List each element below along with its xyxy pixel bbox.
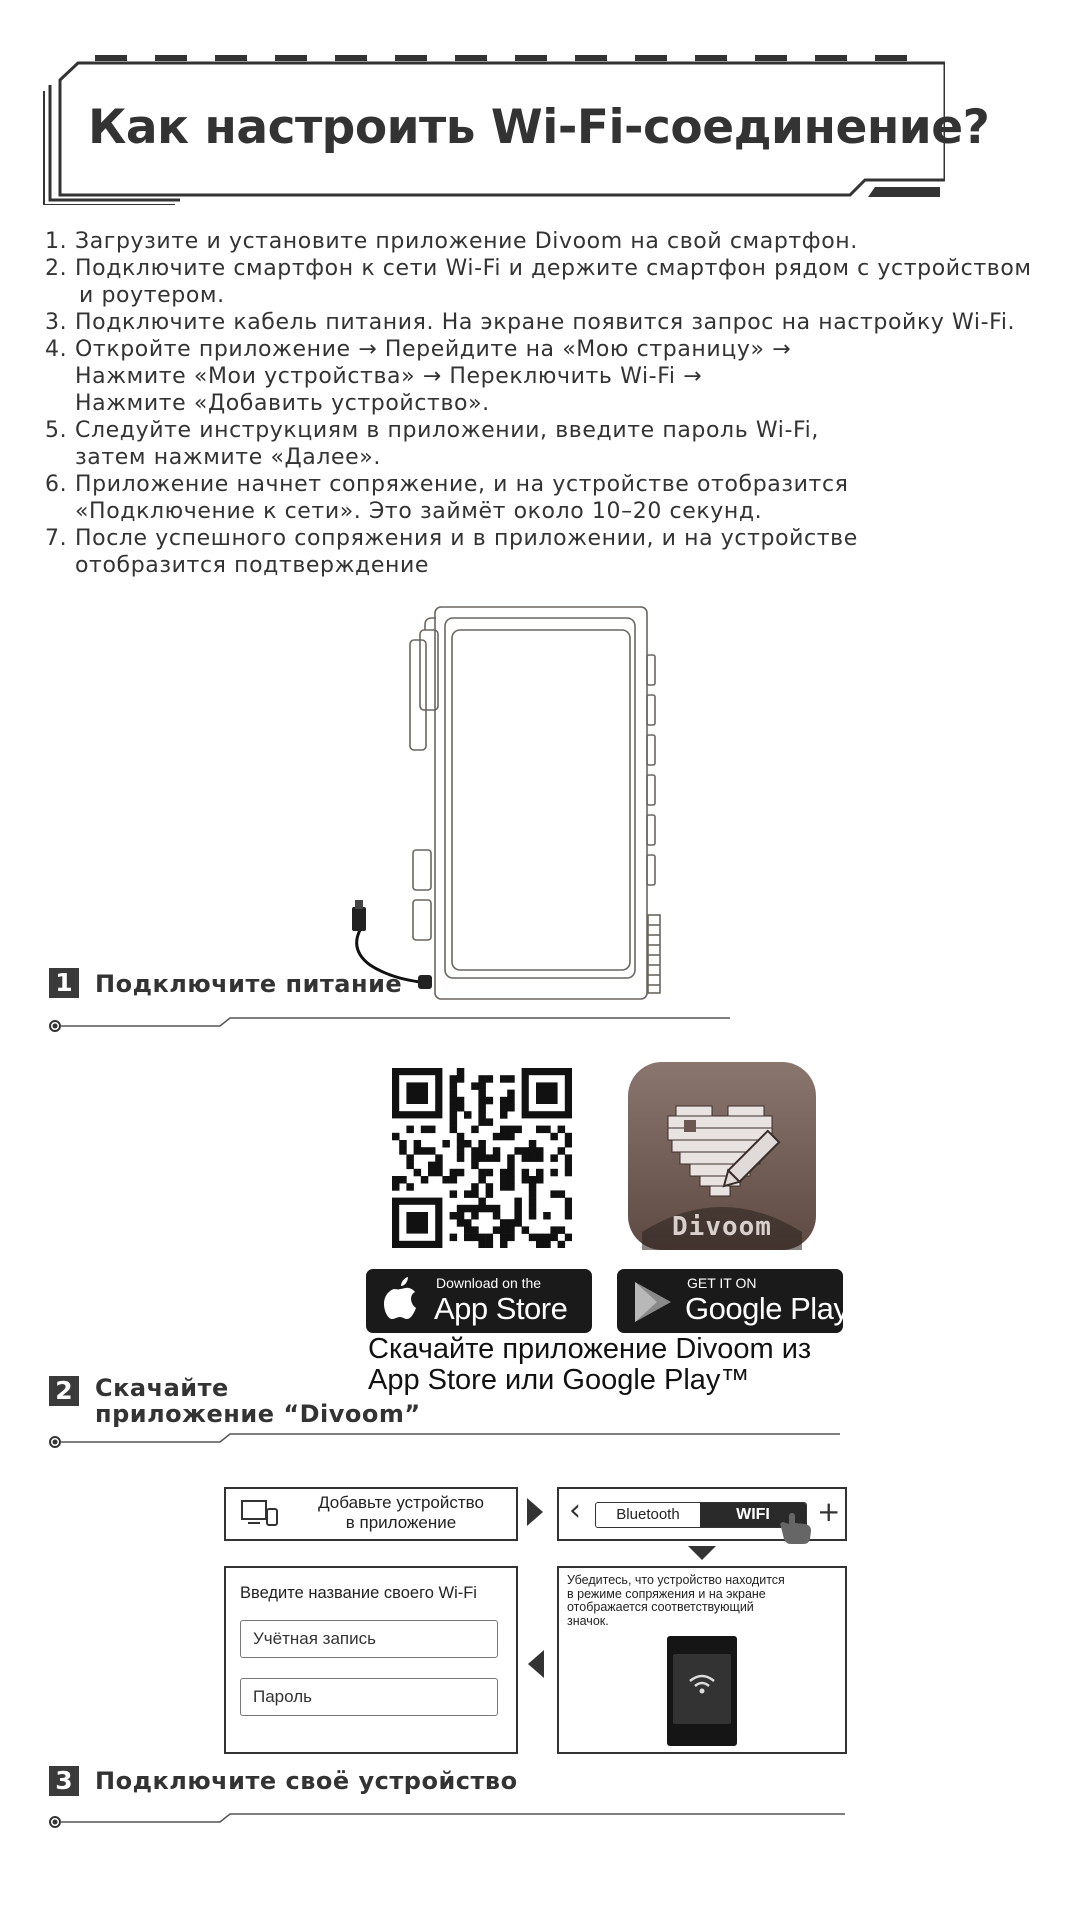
step-text: затем нажмите «Далее». [75,445,381,470]
arrow-left-icon [528,1650,544,1678]
step-text: Подключите кабель питания. На экране появится запрос на настройку Wi-Fi. [75,310,1016,335]
section-divider-1 [45,1012,735,1032]
step-text: Загрузите и установите приложение Divoom на свой смартфон. [75,229,858,254]
download-caption-line: App Store или Google Play™ [368,1364,750,1396]
step-text: Подключите смартфон к сети Wi-Fi и держите смартфон рядом с устройством [75,256,1032,281]
apple-icon [382,1277,418,1325]
pairing-hint-line: значок. [567,1613,609,1628]
step-text: После успешного сопряжения и в приложении, и на устройстве [75,526,858,551]
app-store-label: App Store [434,1291,568,1326]
hand-pointer-icon [777,1513,813,1549]
step-5 [45,417,1035,471]
pairing-hint-box [557,1566,847,1754]
google-play-badge[interactable] [617,1269,849,1333]
add-device-box [224,1487,518,1541]
section-title-1: Подключите питание [95,970,403,998]
add-device-line: в приложение [345,1513,457,1532]
device-illustration [330,600,710,1005]
connection-tab-box [557,1487,847,1541]
step-text: Следуйте инструкциям в приложении, введите пароль Wi-Fi, [75,418,819,443]
devices-icon [240,1499,280,1533]
tab-switch [595,1502,807,1528]
wifi-form-box [224,1566,518,1754]
step-2 [45,255,1035,309]
section-title-2 [95,1375,421,1427]
google-play-small-label: GET IT ON [687,1275,757,1291]
back-icon[interactable]: ‹ [569,1493,581,1528]
arrow-down-icon [688,1546,716,1560]
google-play-icon [633,1280,673,1328]
password-field[interactable]: Пароль [240,1678,498,1716]
add-icon[interactable]: + [817,1495,841,1528]
arrow-right-icon [527,1498,543,1526]
step-number: 1. [45,229,68,254]
step-number: 5. [45,418,68,443]
wifi-icon [687,1672,717,1700]
app-store-small-label: Download on the [436,1275,542,1291]
add-device-text [296,1493,506,1533]
section-number-1: 1 [49,968,79,998]
wifi-form-title: Введите название своего Wi-Fi [240,1584,477,1602]
step-text: Нажмите «Добавить устройство». [75,391,490,416]
device-screen-preview [667,1636,737,1746]
tab-bluetooth[interactable]: Bluetooth [616,1506,680,1523]
step-1 [45,228,1035,255]
section-divider-3 [45,1808,850,1828]
step-text: Нажмите «Мои устройства» → Переключить Wi-Fi → [75,364,703,389]
step-number: 7. [45,526,68,551]
section-title-3: Подключите своё устройство [95,1767,518,1795]
section-number-2: 2 [49,1376,79,1406]
qr-code [392,1068,572,1248]
pairing-hint-text [567,1574,785,1628]
step-text: Откройте приложение → Перейдите на «Мою страницу» → [75,337,792,362]
google-play-label: Google Play [685,1291,849,1326]
app-store-badge[interactable] [366,1269,592,1333]
add-device-line: Добавьте устройство [318,1493,484,1512]
step-number: 2. [45,256,68,281]
pairing-hint-line: Убедитесь, что устройство находится [567,1573,785,1587]
step-text: «Подключение к сети». Это займёт около 10–20 секунд. [75,499,763,524]
page-title: Как настроить Wi-Fi-соединение? [88,100,990,155]
step-number: 3. [45,310,68,335]
account-field[interactable]: Учётная запись [240,1620,498,1658]
tab-wifi[interactable]: WIFI [700,1503,806,1527]
download-caption-line: Скачайте приложение Divoom из [368,1333,812,1365]
step-4 [45,336,1035,417]
step-number: 4. [45,337,68,362]
section-divider-2 [45,1428,845,1448]
step-7 [45,525,1035,579]
pairing-hint-line: в режиме сопряжения и на экране [567,1586,766,1601]
download-caption [368,1334,811,1396]
step-text: и роутером. [79,283,225,308]
step-6 [45,471,1035,525]
step-text: отобразится подтверждение [75,553,430,578]
step-text: Приложение начнет сопряжение, и на устройстве отобразится [75,472,849,497]
step-number: 6. [45,472,68,497]
instruction-steps [45,228,1035,579]
pairing-hint-line: отображается соответствующий [567,1600,754,1614]
section-title-2-line: Скачайте [95,1374,229,1402]
section-number-3: 3 [49,1766,79,1796]
app-icon-brand: Divoom [672,1212,772,1242]
section-title-2-line: приложение “Divoom” [95,1400,421,1428]
step-3 [45,309,1035,336]
